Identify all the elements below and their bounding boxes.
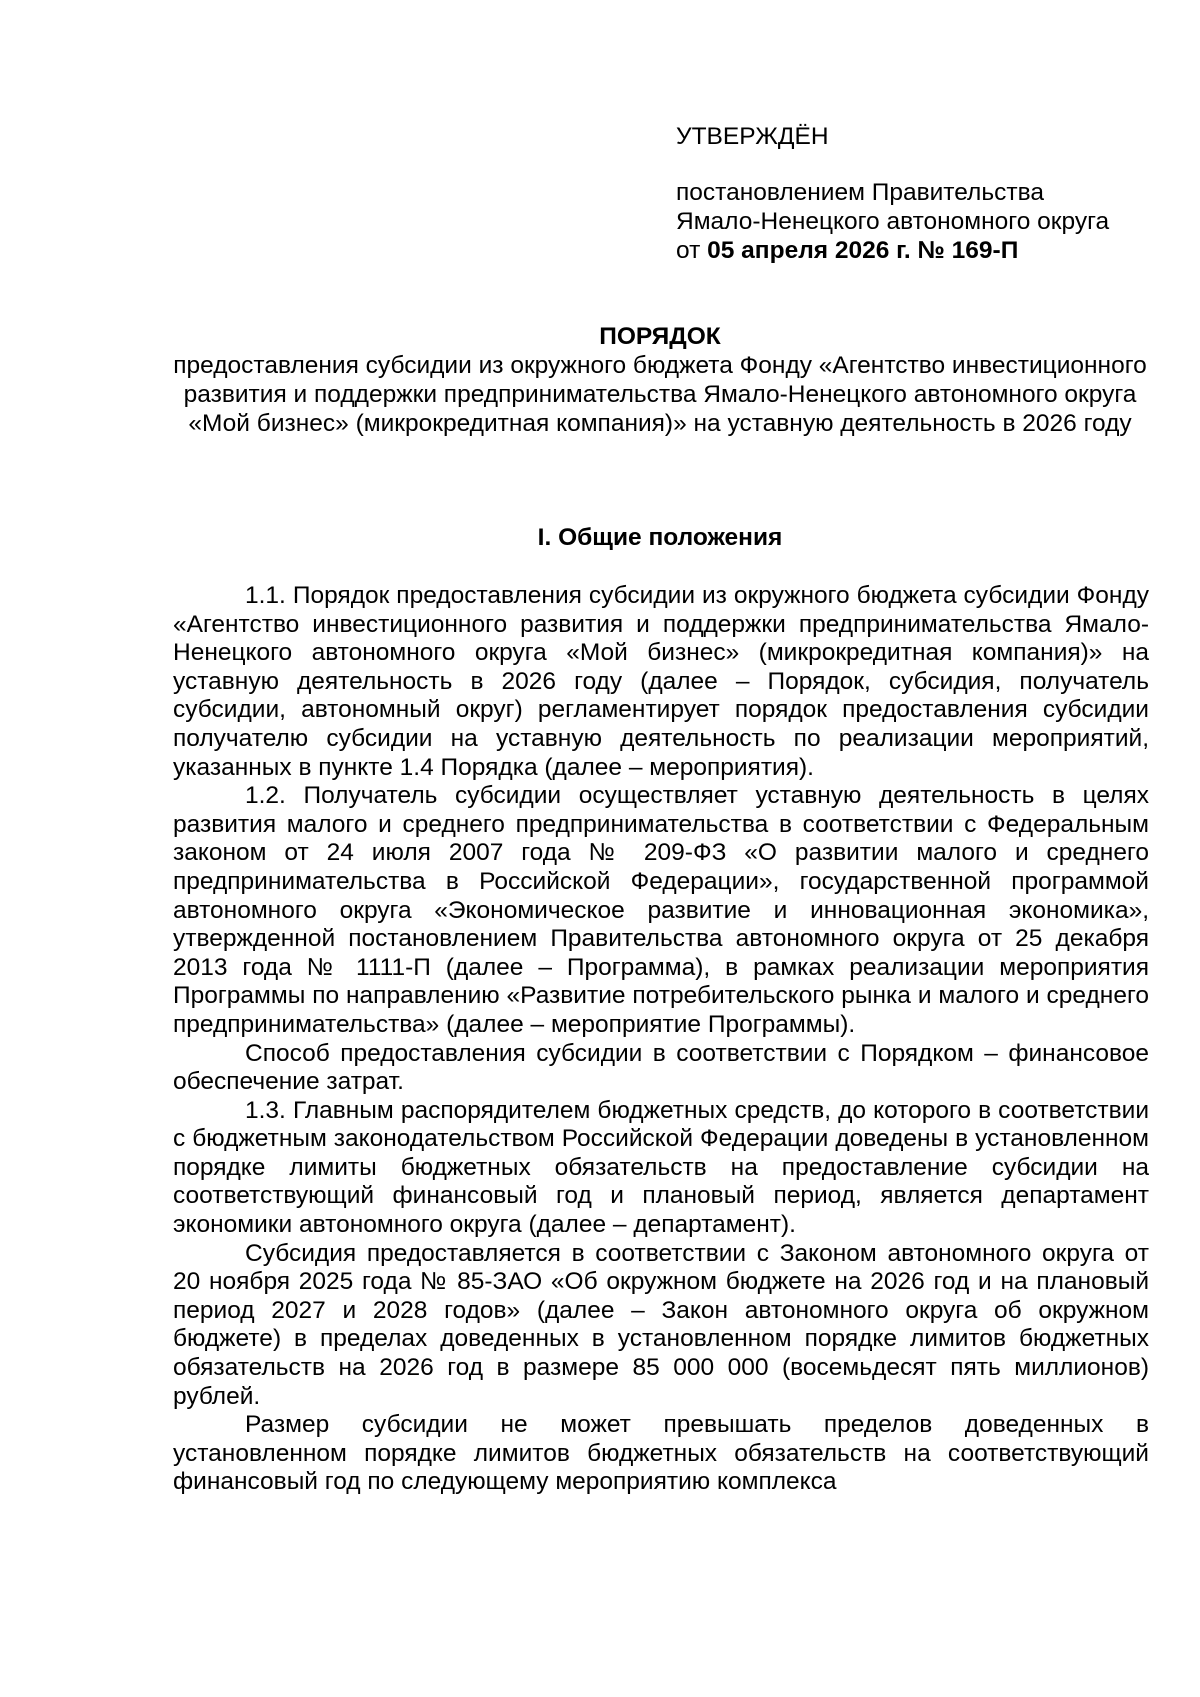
- paragraph: Способ предоставления субсидии в соответствии с Порядком – финансовое обеспечение затрат.: [173, 1039, 1149, 1096]
- approval-line-2: Ямало-Ненецкого автономного округа: [676, 208, 1110, 235]
- paragraph: Размер субсидии не может превышать пределов доведенных в установленном порядке лимитов бюджетных обязательств на соответствующий финансовый год по следующему мероприятию комплекса: [173, 1411, 1149, 1496]
- section-title: I. Общие положения: [537, 524, 783, 551]
- paragraph: 1.2. Получатель субсидии осуществляет уставную деятельность в целях развития малого и среднего предпринимательства в соответствии с Федеральным законом от 24 июля 2007 года № 209-ФЗ «О развитии малого и среднего предпринимательства в Российской Федерации», государственной программой автономного округа «Экономическое развитие и инновационная экономика», утвержденной постановлением Правительства автономного округа от 25 декабря 2013 года № 1111-П (далее – Программа), в рамках реализации мероприятия Программы по направлению «Развитие потребительского рынка и малого и среднего предпринимательства» (далее – мероприятие Программы).: [173, 782, 1149, 1038]
- approval-line-3: [676, 236, 1176, 265]
- paragraph: 1.3. Главным распорядителем бюджетных средств, до которого в соответствии с бюджетным законодательством Российской Федерации доведены в установленном порядке лимиты бюджетных обязательств на предоставление субсидии на соответствующий финансовый год и плановый период, является департамент экономики автономного округа (далее – департамент).: [173, 1096, 1149, 1239]
- approval-title: УТВЕРЖДЁН: [676, 123, 829, 150]
- section-body: [173, 582, 1149, 1497]
- approval-date-number: 05 апреля 2026 г. № 169-П: [707, 237, 1019, 264]
- paragraph: Субсидия предоставляется в соответствии с Законом автономного округа от 20 ноября 2025 года № 85-ЗАО «Об окружном бюджете на 2026 год и на плановый период 2027 и 2028 годов» (далее – Закон автономного округа об окружном бюджете) в пределах доведенных в установленном порядке лимитов бюджетных обязательств на 2026 год в размере 85 000 000 (восемьдесят пять миллионов) рублей.: [173, 1239, 1149, 1410]
- approval-stamp: [676, 122, 1176, 265]
- document-subtitle: предоставления субсидии из окружного бюджета Фонду «Агентство инвестиционного развития и поддержки предпринимательства Ямало-Ненецкого автономного округа «Мой бизнес» (микрокредитная компания)» на уставную деятельность в 2026 году: [173, 352, 1147, 437]
- approval-line-1: постановлением Правительства: [676, 179, 1044, 206]
- document-heading: [170, 322, 1150, 438]
- document-title: ПОРЯДОК: [599, 323, 721, 350]
- approval-date-prefix: от: [676, 237, 708, 264]
- paragraph: 1.1. Порядок предоставления субсидии из окружного бюджета субсидии Фонду «Агентство инвестиционного развития и поддержки предпринимательства Ямало-Ненецкого автономного округа «Мой бизнес» (микрокредитная компания)» на уставную деятельность в 2026 году (далее – Порядок, субсидия, получатель субсидии, автономный округ) регламентирует порядок предоставления субсидии получателю субсидии на уставную деятельность по реализации мероприятий, указанных в пункте 1.4 Порядка (далее – мероприятия).: [173, 582, 1149, 781]
